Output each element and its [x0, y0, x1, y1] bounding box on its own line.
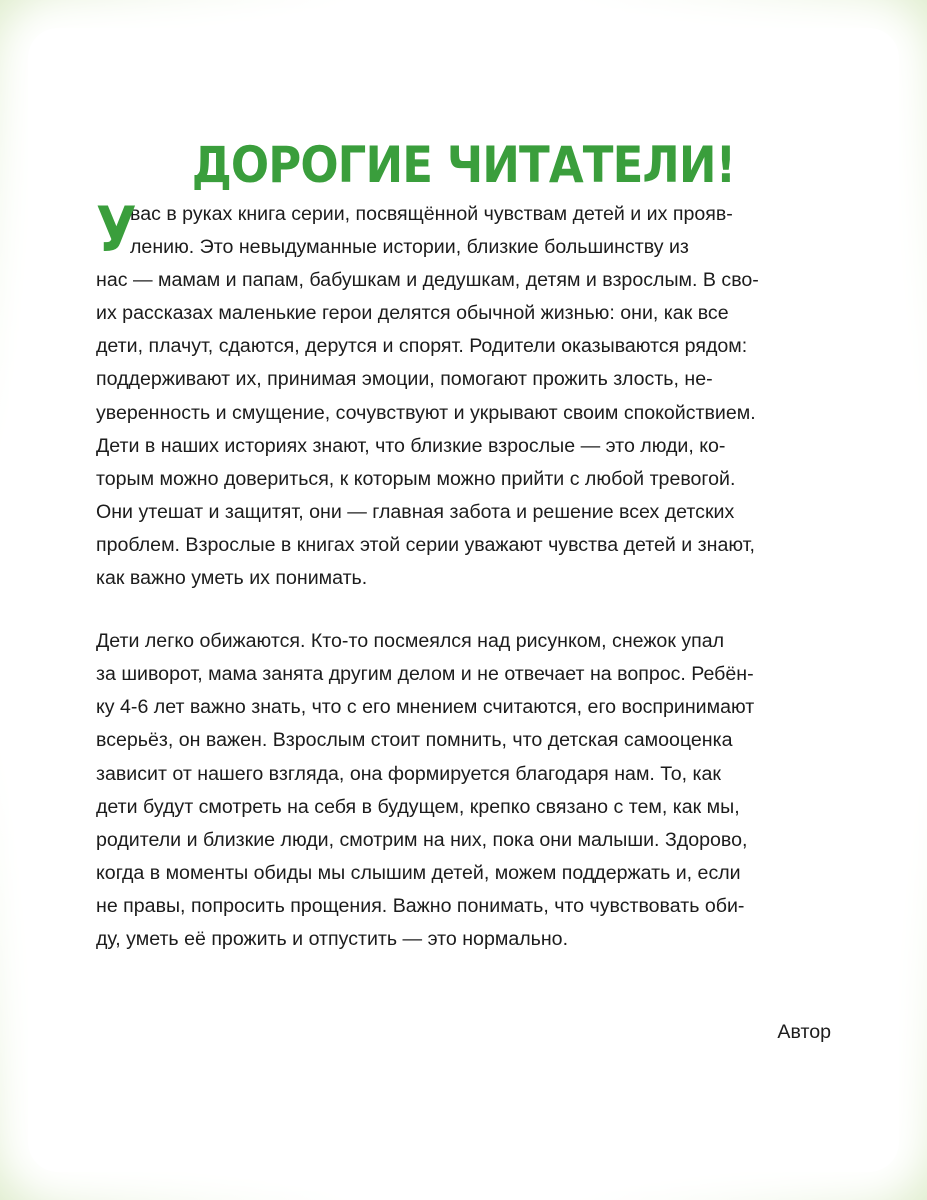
- text-line: зависит от нашего взгляда, она формируется благодаря нам. То, как: [96, 762, 721, 785]
- text-line: торым можно довериться, к которым можно прийти с любой тревогой.: [96, 467, 736, 490]
- text-line: нас — мамам и папам, бабушкам и дедушкам, детям и взрослым. В сво-: [96, 269, 759, 292]
- text-line: Дети легко обижаются. Кто-то посмеялся над рисунком, снежок упал: [96, 630, 725, 653]
- text-line: когда в моменты обиды мы слышим детей, можем поддержать и, если: [96, 861, 741, 884]
- text-line: ку 4-6 лет важно знать, что с его мнением считаются, его воспринимают: [96, 696, 755, 719]
- text-line: за шиворот, мама занята другим делом и не отвечает на вопрос. Ребён-: [96, 663, 754, 686]
- paragraph-2: [96, 625, 836, 956]
- text-line: ду, уметь её прожить и отпустить — это нормально.: [96, 927, 569, 950]
- drop-cap: У: [96, 193, 137, 266]
- text-line: дети, плачут, сдаются, дерутся и спорят. Родители оказываются рядом:: [96, 335, 748, 358]
- text-line: Они утешат и защитят, они — главная забота и решение всех детских: [96, 500, 735, 523]
- text-line: не правы, попросить прощения. Важно понимать, что чувствовать оби-: [96, 894, 745, 917]
- text-line: родители и близкие люди, смотрим на них, пока они малыши. Здорово,: [96, 828, 748, 851]
- text-line: дети будут смотреть на себя в будущем, крепко связано с тем, как мы,: [96, 795, 740, 818]
- text-line: уверенность и смущение, сочувствуют и укрывают своим спокойствием.: [96, 401, 756, 424]
- author-signature: Автор: [777, 1021, 831, 1043]
- text-line: всерьёз, он важен. Взрослым стоит помнить, что детская самооценка: [96, 729, 733, 752]
- body-text: [96, 193, 836, 956]
- text-line: как важно уметь их понимать.: [96, 567, 368, 590]
- text-line: их рассказах маленькие герои делятся обычной жизнью: они, как все: [96, 302, 729, 325]
- text-line: проблем. Взрослые в книгах этой серии уважают чувства детей и знают,: [96, 533, 755, 556]
- text-line: вас в руках книга серии, посвящённой чувствам детей и их прояв-: [130, 203, 733, 225]
- text-line: лению. Это невыдуманные истории, близкие большинству из: [130, 236, 689, 259]
- text-line: поддерживают их, принимая эмоции, помогают прожить злость, не-: [96, 368, 713, 391]
- paragraph-1: [96, 193, 836, 595]
- text-line: Дети в наших историях знают, что близкие взрослые — это люди, ко-: [96, 434, 726, 457]
- page-title: ДОРОГИЕ ЧИТАТЕЛИ!: [191, 136, 736, 194]
